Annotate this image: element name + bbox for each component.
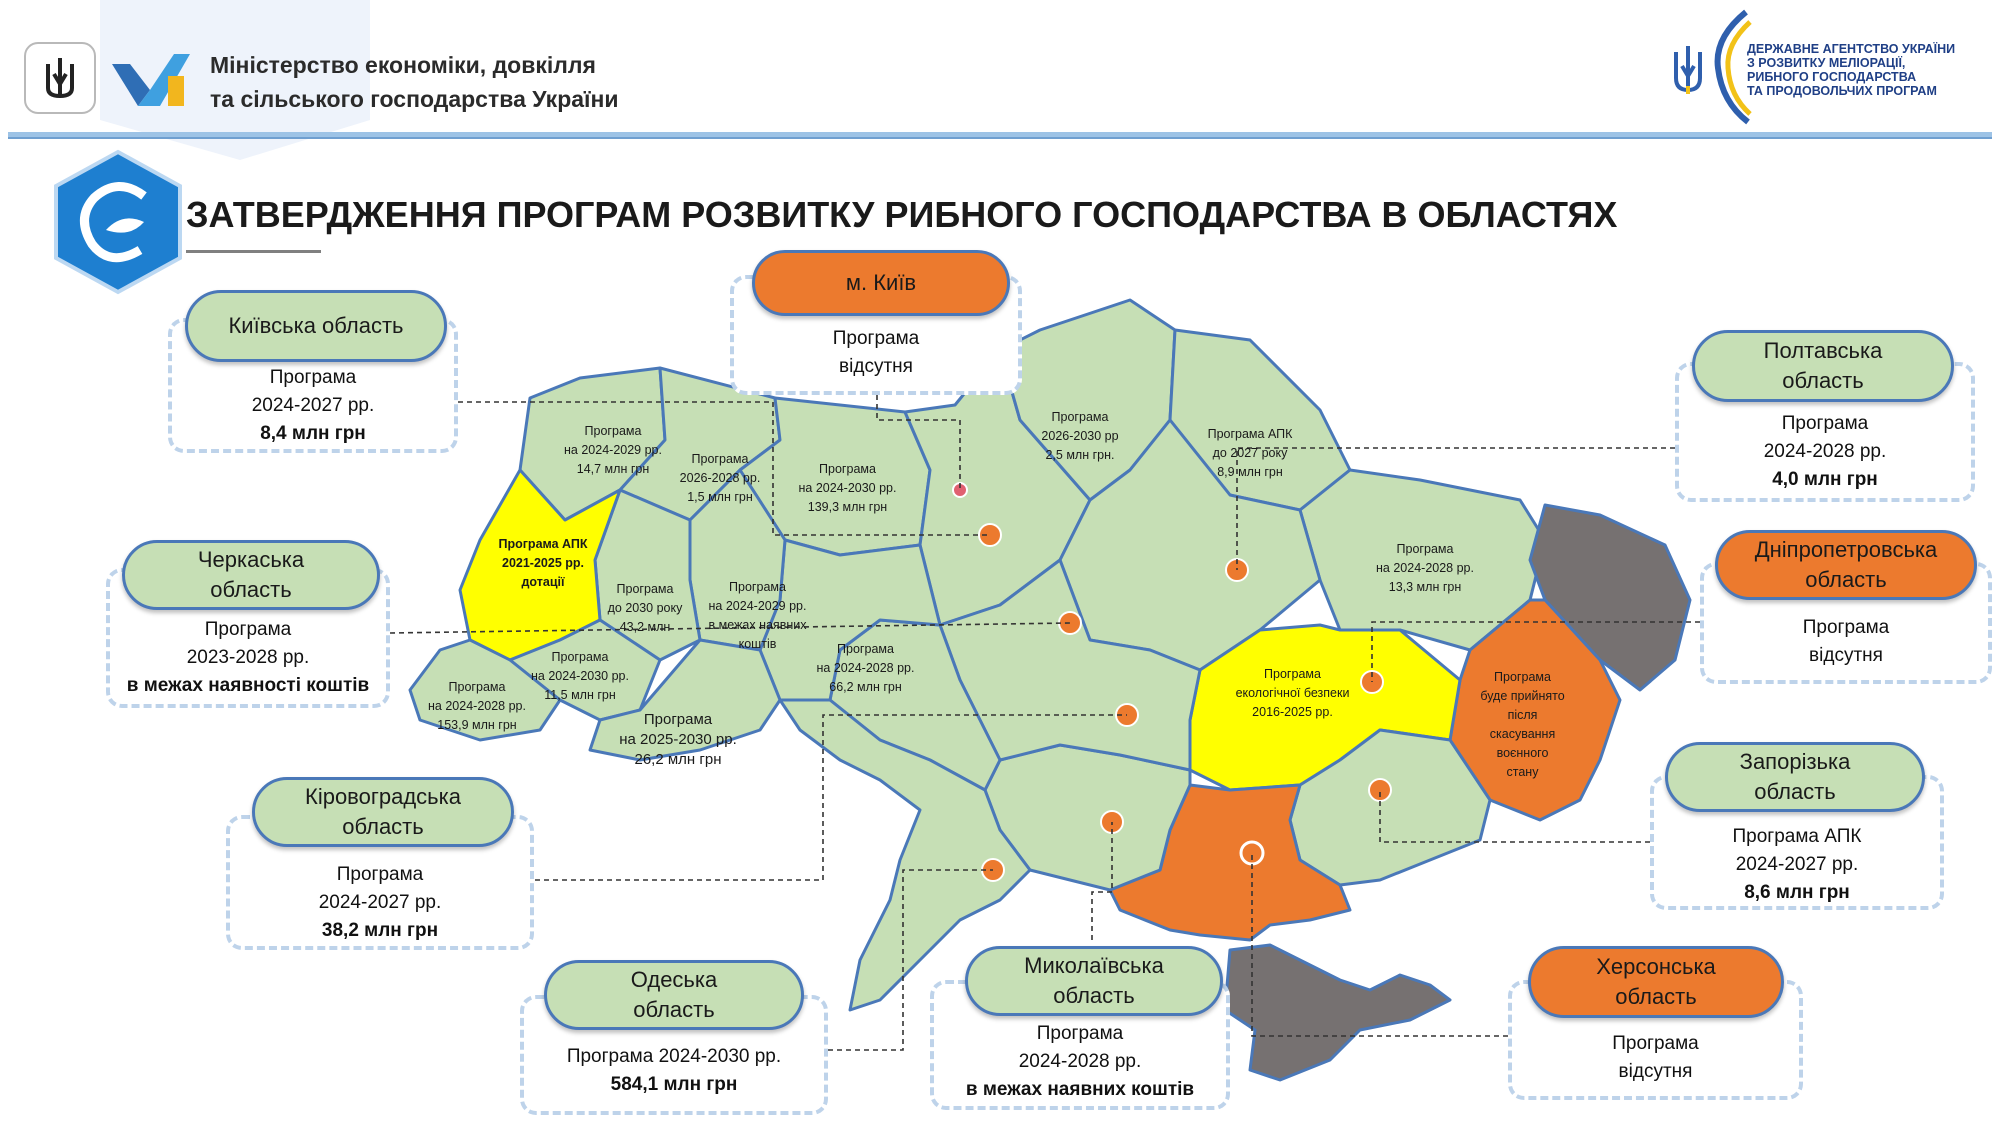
map-label-donetsk-line5: воєнного bbox=[1496, 746, 1549, 760]
label-khersonska bbox=[1528, 946, 1784, 1018]
label-kyivska bbox=[185, 290, 447, 362]
card-kirovohradska-line2: 2024-2027 рр. bbox=[318, 892, 442, 913]
agency-name-line4: ТА ПРОДОВОЛЬЧИХ ПРОГРАМ bbox=[1747, 84, 1937, 98]
card-odeska-line1: Програма 2024-2030 рр. bbox=[566, 1046, 782, 1067]
map-label-zhytomyr-line1: Програма bbox=[819, 462, 876, 476]
map-label-lviv-line2: 2021-2025 рр. bbox=[502, 556, 584, 570]
label-zaporizka-line1: Запорізька bbox=[1739, 749, 1851, 774]
card-khersonska-line2: відсутня bbox=[1618, 1061, 1693, 1082]
map-label-donetsk-line2: буде прийнято bbox=[1480, 689, 1565, 703]
city-dot-zaporizka bbox=[1369, 779, 1391, 801]
map-label-lviv bbox=[488, 535, 598, 592]
label-zaporizka-line2: область bbox=[1754, 779, 1836, 804]
map-label-dnipro-line1: Програма bbox=[1264, 667, 1321, 681]
label-kyiv-city-text: м. Київ bbox=[845, 270, 917, 295]
map-label-sumy-line1: Програма АПК bbox=[1207, 427, 1293, 441]
label-kirovohradska-line2: область bbox=[342, 814, 424, 839]
map-label-donetsk-line1: Програма bbox=[1494, 670, 1551, 684]
map-label-chernivtsi-line1: Програма bbox=[643, 711, 713, 728]
map-label-ternopil bbox=[600, 580, 690, 637]
card-poltavska-line3: 4,0 млн грн bbox=[1772, 469, 1878, 490]
label-poltavska-line1: Полтавська bbox=[1763, 338, 1883, 363]
map-label-khmelnytskyi-line2: на 2024-2029 рр. bbox=[708, 599, 807, 613]
card-zaporizka-line3: 8,6 млн грн bbox=[1744, 882, 1850, 903]
map-label-vinnytsia-line1: Програма bbox=[837, 642, 894, 656]
map-label-zakarpattia-line3: 153,9 млн грн bbox=[437, 718, 517, 732]
map-label-kharkiv bbox=[1360, 540, 1490, 597]
card-kirovohradska-line1: Програма bbox=[336, 864, 424, 885]
map-label-vinnytsia bbox=[808, 640, 923, 697]
label-odeska-line1: Одеська bbox=[630, 967, 718, 992]
card-kyivska-line3: 8,4 млн грн bbox=[260, 423, 366, 444]
label-poltavska bbox=[1692, 330, 1954, 402]
map-label-kharkiv-line3: 13,3 млн грн bbox=[1388, 580, 1462, 594]
card-kyiv-city-line2: відсутня bbox=[839, 356, 913, 377]
map-label-dnipro bbox=[1220, 665, 1365, 722]
map-label-donetsk-line4: скасування bbox=[1489, 727, 1556, 741]
card-odeska-line2: 584,1 млн грн bbox=[610, 1074, 738, 1095]
card-poltavska-line2: 2024-2028 рр. bbox=[1763, 441, 1887, 462]
card-kyivska-line2: 2024-2027 рр. bbox=[251, 395, 375, 416]
label-kyivska-text: Київська область bbox=[228, 313, 404, 338]
card-dnipropetrovska-line2: відсутня bbox=[1809, 645, 1883, 666]
label-kyiv-city bbox=[752, 250, 1010, 316]
label-cherkaska-line2: область bbox=[210, 577, 292, 602]
agency-name-line1: ДЕРЖАВНЕ АГЕНТСТВО УКРАЇНИ bbox=[1747, 42, 1956, 56]
page-title: ЗАТВЕРДЖЕННЯ ПРОГРАМ РОЗВИТКУ РИБНОГО ГОСПОДАРСТВА В ОБЛАСТЯХ bbox=[186, 194, 1618, 235]
card-poltavska-line1: Програма bbox=[1781, 413, 1869, 434]
map-label-zakarpattia bbox=[412, 678, 542, 735]
card-zaporizka-line2: 2024-2027 рр. bbox=[1735, 854, 1859, 875]
map-label-ternopil-line3: 43,2 млн bbox=[619, 620, 671, 634]
map-label-khmelnytskyi-line3: в межах наявних bbox=[708, 618, 807, 632]
map-label-zakarpattia-line1: Програма bbox=[448, 680, 506, 694]
map-label-chernivtsi-line3: 26,2 млн грн bbox=[634, 751, 722, 768]
map-label-volyn-line3: 14,7 млн грн bbox=[576, 462, 650, 476]
map-label-chernihiv-line2: 2026-2030 рр bbox=[1041, 429, 1119, 443]
label-odeska-line2: область bbox=[633, 997, 715, 1022]
map-label-khmelnytskyi-line4: коштів bbox=[738, 637, 777, 651]
card-kirovohradska-line3: 38,2 млн грн bbox=[321, 920, 439, 941]
label-dnipropetrovska bbox=[1715, 530, 1977, 600]
map-label-zhytomyr-line3: 139,3 млн грн bbox=[807, 500, 888, 514]
map-label-chernivtsi bbox=[608, 710, 748, 770]
map-label-rivne-line2: 2026-2028 рр. bbox=[679, 471, 761, 485]
map-label-zhytomyr bbox=[780, 460, 915, 517]
label-dnipropetrovska-line2: область bbox=[1805, 567, 1887, 592]
label-cherkaska bbox=[122, 540, 380, 610]
city-dot-cherkaska bbox=[1059, 612, 1081, 634]
label-kirovohradska-line1: Кіровоградська bbox=[305, 784, 461, 809]
map-label-zhytomyr-line2: на 2024-2030 рр. bbox=[798, 481, 897, 495]
agency-name-line3: РИБНОГО ГОСПОДАРСТВА bbox=[1747, 70, 1917, 84]
map-label-ternopil-line2: до 2030 року bbox=[607, 601, 683, 615]
label-poltavska-line2: область bbox=[1782, 368, 1864, 393]
label-mykolaivska bbox=[965, 946, 1223, 1016]
map-label-ternopil-line1: Програма bbox=[616, 582, 674, 596]
map-label-chernivtsi-line2: на 2025-2030 рр. bbox=[619, 731, 737, 748]
map-label-dnipro-line3: 2016-2025 рр. bbox=[1252, 705, 1333, 719]
map-label-chernihiv-line3: 2,5 млн грн. bbox=[1045, 448, 1115, 462]
map-label-lviv-line3: дотації bbox=[521, 575, 565, 589]
map-label-kharkiv-line2: на 2024-2028 рр. bbox=[1376, 561, 1474, 575]
card-kyivska-line1: Програма bbox=[269, 367, 357, 388]
card-khersonska-line1: Програма bbox=[1612, 1033, 1699, 1054]
card-kyiv-city-line1: Програма bbox=[832, 328, 920, 349]
card-cherkaska-line2: 2023-2028 рр. bbox=[186, 647, 310, 668]
map-label-ivano-frankivsk-line2: на 2024-2030 рр. bbox=[531, 669, 629, 683]
label-kirovohradska bbox=[252, 777, 514, 847]
region-crimea bbox=[1225, 945, 1450, 1080]
map-label-kharkiv-line1: Програма bbox=[1396, 542, 1454, 556]
label-mykolaivska-line2: область bbox=[1053, 983, 1135, 1008]
label-cherkaska-line1: Черкаська bbox=[197, 547, 305, 572]
card-mykolaivska-line3: в межах наявних коштів bbox=[965, 1079, 1195, 1100]
map-label-volyn-line2: на 2024-2029 рр. bbox=[564, 443, 662, 457]
map-label-lviv-line1: Програма АПК bbox=[498, 537, 588, 551]
map-label-donetsk bbox=[1470, 668, 1575, 782]
label-mykolaivska-line1: Миколаївська bbox=[1024, 953, 1164, 978]
map-label-rivne-line1: Програма bbox=[691, 452, 749, 466]
label-dnipropetrovska-line1: Дніпропетровська bbox=[1754, 537, 1938, 562]
agency-name-line2: З РОЗВИТКУ МЕЛІОРАЦІЇ, bbox=[1747, 56, 1906, 70]
label-zaporizka bbox=[1665, 742, 1925, 812]
card-mykolaivska-line1: Програма bbox=[1036, 1023, 1124, 1044]
map-label-zakarpattia-line2: на 2024-2028 рр. bbox=[428, 699, 526, 713]
map-label-vinnytsia-line2: на 2024-2028 рр. bbox=[816, 661, 915, 675]
map-label-donetsk-line3: після bbox=[1507, 708, 1538, 722]
card-dnipropetrovska-line1: Програма bbox=[1802, 617, 1890, 638]
label-odeska bbox=[544, 960, 804, 1030]
map-label-chernihiv-line1: Програма bbox=[1051, 410, 1109, 424]
map-label-ivano-frankivsk-line1: Програма bbox=[551, 650, 609, 664]
map-label-volyn bbox=[548, 422, 678, 479]
map-label-rivne-line3: 1,5 млн грн bbox=[687, 490, 753, 504]
map-label-vinnytsia-line3: 66,2 млн грн bbox=[829, 680, 902, 694]
map-label-khmelnytskyi bbox=[700, 578, 815, 654]
card-cherkaska-line1: Програма bbox=[204, 619, 292, 640]
map-label-sumy bbox=[1190, 425, 1310, 482]
ministry-name-line2: та сільського господарства України bbox=[210, 86, 619, 112]
map-label-sumy-line2: до 2027 року bbox=[1212, 446, 1288, 460]
card-zaporizka-line1: Програма АПК bbox=[1732, 826, 1862, 847]
map-label-donetsk-line6: стану bbox=[1506, 765, 1539, 779]
label-khersonska-line2: область bbox=[1615, 984, 1697, 1009]
ministry-name-line1: Міністерство економіки, довкілля bbox=[210, 52, 596, 78]
map-label-dnipro-line2: екологічної безпеки bbox=[1235, 686, 1350, 700]
map-label-sumy-line3: 8,9 млн грн bbox=[1217, 465, 1283, 479]
map-label-volyn-line1: Програма bbox=[584, 424, 642, 438]
map-label-ivano-frankivsk-line3: 11,5 млн грн bbox=[544, 688, 616, 702]
label-khersonska-line1: Херсонська bbox=[1596, 954, 1716, 979]
map-label-chernihiv bbox=[1020, 408, 1140, 465]
card-cherkaska-line3: в межах наявності коштів bbox=[126, 675, 370, 696]
map-label-khmelnytskyi-line1: Програма bbox=[729, 580, 786, 594]
map-label-rivne bbox=[665, 450, 775, 507]
card-mykolaivska-line2: 2024-2028 рр. bbox=[1018, 1051, 1142, 1072]
